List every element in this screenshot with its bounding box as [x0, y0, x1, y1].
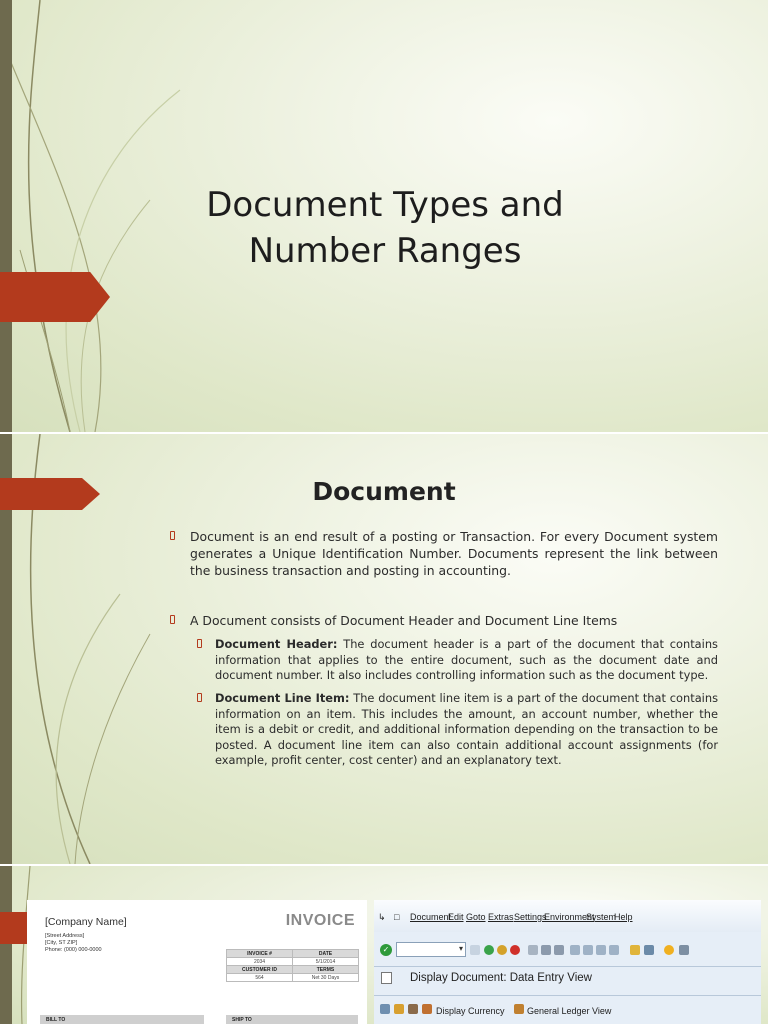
- exit-icon[interactable]: [497, 945, 507, 955]
- ship-to-header: SHIP TO: [226, 1015, 358, 1024]
- invoice-template: [27, 900, 367, 1024]
- sap-menu-bar: [374, 900, 761, 932]
- bullet-icon: [197, 639, 202, 648]
- address-line: Phone: (000) 000-0000: [45, 947, 102, 953]
- table-cell: 564: [227, 974, 293, 982]
- table-cell: 5/1/2014: [293, 958, 359, 966]
- back-icon[interactable]: [484, 945, 494, 955]
- sap-screen: [374, 900, 761, 1024]
- bullet-icon: [170, 531, 175, 540]
- title-line-1: Document Types and: [206, 185, 564, 225]
- arrow-accent: [0, 272, 110, 322]
- title-slide: [0, 0, 768, 432]
- menu-edit[interactable]: Edit: [448, 912, 464, 922]
- last-page-icon[interactable]: [609, 945, 619, 955]
- sub-bullet-line-item: [215, 691, 718, 769]
- bill-to-header: BILL TO: [40, 1015, 204, 1024]
- address-line: [City, ST ZIP]: [45, 940, 78, 946]
- previous-page-icon[interactable]: [583, 945, 593, 955]
- title-line-2: Number Ranges: [248, 231, 522, 271]
- invoice-address: [45, 933, 102, 954]
- general-ledger-view-button[interactable]: General Ledger View: [527, 1006, 612, 1016]
- display-currency-button[interactable]: Display Currency: [436, 1006, 505, 1016]
- bullet-icon: [197, 693, 202, 702]
- invoice-info-table: [226, 949, 359, 982]
- table-header: INVOICE #: [227, 950, 293, 958]
- cancel-icon[interactable]: [510, 945, 520, 955]
- find-icon[interactable]: [541, 945, 551, 955]
- document-icon: [381, 972, 392, 984]
- next-page-icon[interactable]: [596, 945, 606, 955]
- pencil-icon[interactable]: [394, 1004, 404, 1014]
- hat-icon[interactable]: [408, 1004, 418, 1014]
- table-header: CUSTOMER ID: [227, 966, 293, 974]
- settings-icon[interactable]: [679, 945, 689, 955]
- table-header: DATE: [293, 950, 359, 958]
- new-session-icon[interactable]: [630, 945, 640, 955]
- invoice-title: INVOICE: [285, 912, 355, 929]
- sap-toolbar: [374, 936, 761, 962]
- address-line: [Street Address]: [45, 933, 85, 939]
- left-accent-bar: [0, 866, 12, 1024]
- print-icon[interactable]: [528, 945, 538, 955]
- chevron-down-icon: ▾: [458, 944, 463, 953]
- menu-system[interactable]: System: [586, 912, 617, 922]
- menu-settings[interactable]: Settings: [514, 912, 547, 922]
- first-page-icon[interactable]: [570, 945, 580, 955]
- help-icon[interactable]: [664, 945, 674, 955]
- menu-environment[interactable]: Environment: [544, 912, 595, 922]
- sub-bullet-text: The document header is a part of the document that contains information that applies to the entire document, such as the document date and document number. It also includes controlling information such as the document type.: [215, 637, 718, 682]
- menu-goto[interactable]: Goto: [466, 912, 486, 922]
- left-accent-bar: [0, 0, 12, 432]
- bullet-paragraph-2: A Document consists of Document Header and Document Line Items: [190, 613, 618, 628]
- sap-title-bar: [374, 966, 761, 990]
- sub-bullet-text: The document line item is a part of the document that contains information on an item. This includes the amount, an account number, whether the item is a debit or credit, and additional information depending on the transaction to be posted. A document line item can also contain additional account assignments (for example, profit center, cost center) and an explanatory text.: [215, 691, 718, 767]
- menu-help[interactable]: Help: [614, 912, 633, 922]
- sap-application-toolbar: [374, 995, 761, 1024]
- back-nav-icon[interactable]: [470, 945, 480, 955]
- sub-bullet-label: Document Header:: [215, 637, 338, 651]
- page-icon[interactable]: □: [394, 912, 400, 922]
- bullet-paragraph-1: Document is an end result of a posting or Transaction. For every Document system generates a Unique Identification Number. Documents represent the link between the business transaction and posting in accounting.: [190, 529, 718, 578]
- menu-extras[interactable]: Extras: [488, 912, 514, 922]
- find-next-icon[interactable]: [554, 945, 564, 955]
- bullet-icon: [170, 615, 175, 624]
- sub-bullet-label: Document Line Item:: [215, 691, 350, 705]
- slide-title: [200, 182, 570, 274]
- exit-icon[interactable]: ↳: [378, 912, 386, 922]
- shortcut-icon[interactable]: [644, 945, 654, 955]
- sap-window-title: Display Document: Data Entry View: [410, 972, 592, 984]
- command-field[interactable]: [396, 942, 466, 957]
- enter-check-icon[interactable]: ✓: [380, 944, 392, 956]
- slide-heading: Document: [312, 477, 456, 506]
- currency-icon[interactable]: [422, 1004, 432, 1014]
- table-cell: 2034: [227, 958, 293, 966]
- sub-bullet-header: [215, 637, 718, 684]
- menu-document[interactable]: Document: [410, 912, 452, 922]
- invoice-company-name: [Company Name]: [45, 916, 127, 928]
- glasses-icon[interactable]: [380, 1004, 390, 1014]
- table-header: TERMS: [293, 966, 359, 974]
- ledger-icon[interactable]: [514, 1004, 524, 1014]
- table-cell: Net 30 Days: [293, 974, 359, 982]
